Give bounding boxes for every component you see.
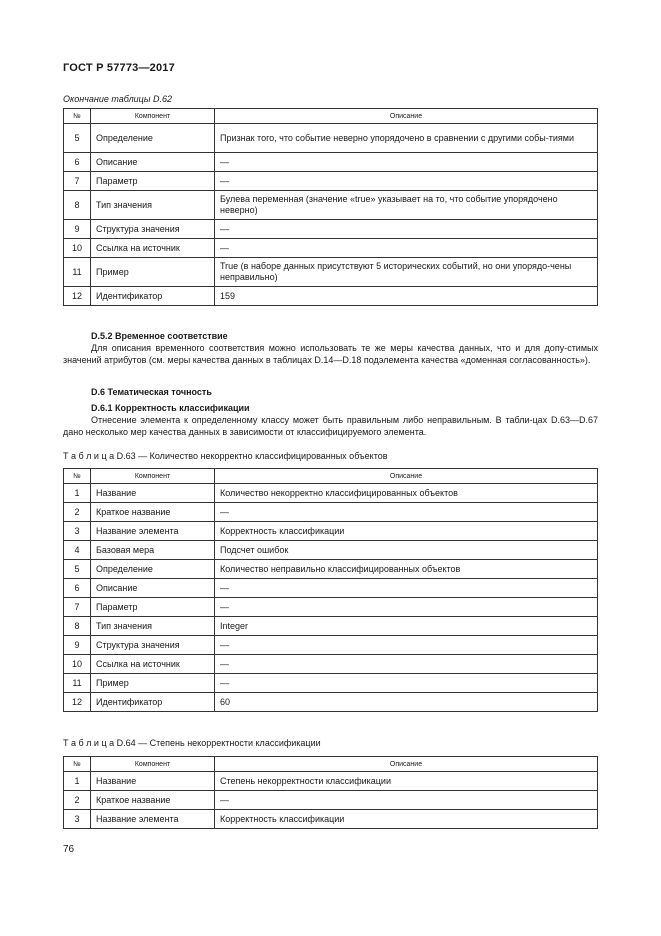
row-component: Ссылка на источник <box>91 655 215 674</box>
row-description: Степень некорректности классификации <box>215 772 598 791</box>
row-number: 12 <box>64 287 91 306</box>
table-row <box>64 598 598 617</box>
section-text-d61: Отнесение элемента к определенному классу может быть правильным либо неправильным. В табли-цах D.63—D.67 дано несколько мер качества данных в зависимости от классифицируемого элемента. <box>63 415 598 437</box>
row-description: Количество неправильно классифицированных объектов <box>215 560 598 579</box>
row-description: — <box>215 674 598 693</box>
row-number: 3 <box>64 522 91 541</box>
section-text-d52: Для описания временного соответствия можно использовать те же меры качества данных, что и для допу-стимых значений атрибутов (см. меры качества данных в таблицах D.14—D.18 подэлемента качества «доменная согласованность»). <box>63 343 598 365</box>
table-d63 <box>63 468 598 712</box>
row-description: Корректность классификации <box>215 522 598 541</box>
section-heading-d52: D.5.2 Временное соответствие <box>91 331 228 341</box>
row-description: — <box>215 503 598 522</box>
row-component: Название <box>91 772 215 791</box>
table-d64-caption <box>63 738 321 748</box>
row-component: Определение <box>91 560 215 579</box>
row-description: — <box>215 655 598 674</box>
row-description: Количество некорректно классифицированных объектов <box>215 484 598 503</box>
row-component: Пример <box>91 258 215 287</box>
table-row <box>64 153 598 172</box>
row-number: 6 <box>64 579 91 598</box>
document-header: ГОСТ Р 57773—2017 <box>63 62 175 74</box>
column-header-component: Компонент <box>91 469 215 484</box>
table-row <box>64 655 598 674</box>
row-description: True (в наборе данных присутствуют 5 исторических событий, но они упорядо-чены неправильно) <box>215 258 598 287</box>
row-description: Признак того, что событие неверно упорядочено в сравнении с другими собы-тиями <box>215 124 598 153</box>
row-component: Ссылка на источник <box>91 239 215 258</box>
row-number: 9 <box>64 636 91 655</box>
row-number: 5 <box>64 124 91 153</box>
row-component: Базовая мера <box>91 541 215 560</box>
row-component: Параметр <box>91 598 215 617</box>
row-component: Название <box>91 484 215 503</box>
table-row <box>64 124 598 153</box>
row-component: Идентификатор <box>91 287 215 306</box>
caption-text: D.64 — Степень некорректности классификации <box>116 738 321 748</box>
row-description: — <box>215 579 598 598</box>
row-component: Описание <box>91 153 215 172</box>
row-description: 159 <box>215 287 598 306</box>
table-row <box>64 791 598 810</box>
table-row <box>64 693 598 712</box>
table-row <box>64 560 598 579</box>
table-row <box>64 522 598 541</box>
row-component: Название элемента <box>91 522 215 541</box>
row-number: 3 <box>64 810 91 829</box>
row-component: Описание <box>91 579 215 598</box>
table-row <box>64 172 598 191</box>
table-row <box>64 220 598 239</box>
row-number: 12 <box>64 693 91 712</box>
row-description: — <box>215 172 598 191</box>
column-header-number: № <box>64 757 91 772</box>
row-number: 7 <box>64 172 91 191</box>
row-component: Краткое название <box>91 791 215 810</box>
row-component: Название элемента <box>91 810 215 829</box>
row-number: 11 <box>64 674 91 693</box>
table-d62-caption: Окончание таблицы D.62 <box>63 94 172 104</box>
table-row <box>64 772 598 791</box>
row-component: Определение <box>91 124 215 153</box>
column-header-description: Описание <box>215 469 598 484</box>
column-header-description: Описание <box>215 757 598 772</box>
row-description: — <box>215 153 598 172</box>
table-row <box>64 239 598 258</box>
row-component: Параметр <box>91 172 215 191</box>
caption-label: Т а б л и ц а <box>63 738 115 748</box>
table-row <box>64 503 598 522</box>
table-row <box>64 810 598 829</box>
row-description: — <box>215 598 598 617</box>
table-header-row <box>64 469 598 484</box>
row-number: 2 <box>64 791 91 810</box>
row-description: — <box>215 636 598 655</box>
row-number: 5 <box>64 560 91 579</box>
row-component: Структура значения <box>91 220 215 239</box>
table-row <box>64 674 598 693</box>
row-description: — <box>215 239 598 258</box>
table-row <box>64 617 598 636</box>
section-heading-d6: D.6 Тематическая точность <box>91 387 212 397</box>
table-d62 <box>63 108 598 306</box>
caption-text: D.63 — Количество некорректно классифицированных объектов <box>116 451 388 461</box>
table-row <box>64 579 598 598</box>
caption-label: Т а б л и ц а <box>63 451 115 461</box>
row-number: 11 <box>64 258 91 287</box>
row-description: — <box>215 220 598 239</box>
table-header-row <box>64 757 598 772</box>
row-component: Идентификатор <box>91 693 215 712</box>
row-number: 10 <box>64 655 91 674</box>
row-description: Integer <box>215 617 598 636</box>
column-header-description: Описание <box>215 109 598 124</box>
row-component: Тип значения <box>91 617 215 636</box>
row-number: 1 <box>64 772 91 791</box>
row-description: Корректность классификации <box>215 810 598 829</box>
column-header-number: № <box>64 469 91 484</box>
table-row <box>64 636 598 655</box>
table-row <box>64 484 598 503</box>
row-description: — <box>215 791 598 810</box>
row-component: Структура значения <box>91 636 215 655</box>
table-row <box>64 541 598 560</box>
page-number: 76 <box>63 844 75 855</box>
row-component: Пример <box>91 674 215 693</box>
row-description: Булева переменная (значение «true» указывает на то, что событие упорядочено неверно) <box>215 191 598 220</box>
row-number: 6 <box>64 153 91 172</box>
row-number: 10 <box>64 239 91 258</box>
table-d64 <box>63 756 598 829</box>
row-number: 8 <box>64 191 91 220</box>
row-number: 2 <box>64 503 91 522</box>
table-d63-caption <box>63 451 388 461</box>
row-number: 1 <box>64 484 91 503</box>
row-description: 60 <box>215 693 598 712</box>
table-header-row <box>64 109 598 124</box>
column-header-component: Компонент <box>91 757 215 772</box>
column-header-component: Компонент <box>91 109 215 124</box>
row-number: 7 <box>64 598 91 617</box>
row-component: Краткое название <box>91 503 215 522</box>
table-row <box>64 287 598 306</box>
column-header-number: № <box>64 109 91 124</box>
row-component: Тип значения <box>91 191 215 220</box>
section-heading-d61: D.6.1 Корректность классификации <box>91 403 250 413</box>
row-number: 9 <box>64 220 91 239</box>
table-row <box>64 258 598 287</box>
row-description: Подсчет ошибок <box>215 541 598 560</box>
row-number: 4 <box>64 541 91 560</box>
table-row <box>64 191 598 220</box>
row-number: 8 <box>64 617 91 636</box>
